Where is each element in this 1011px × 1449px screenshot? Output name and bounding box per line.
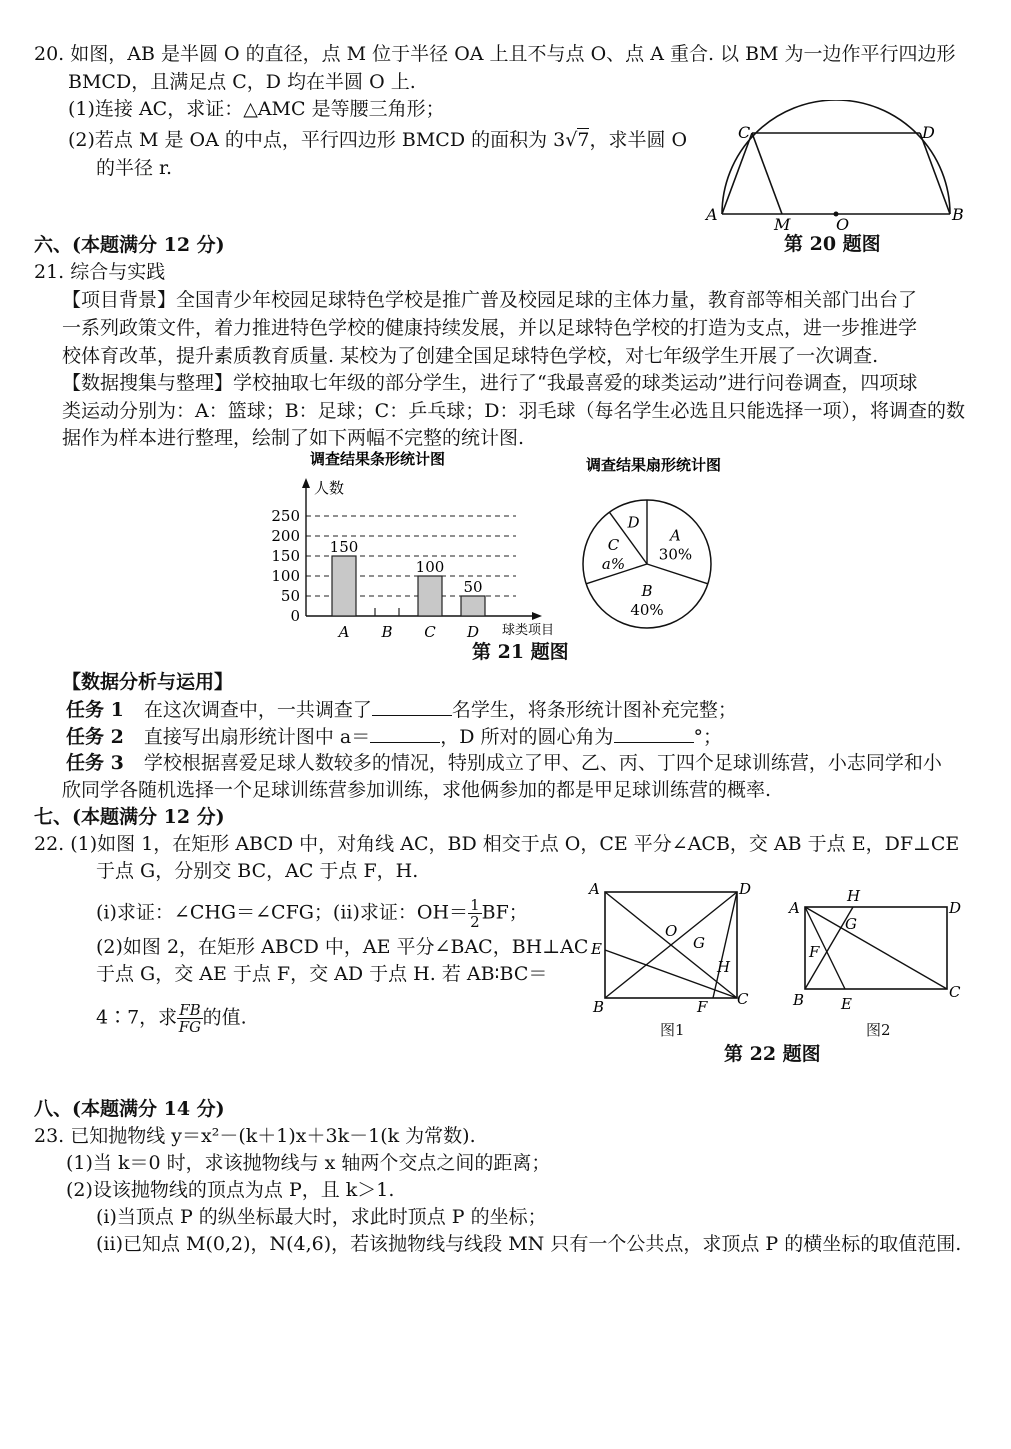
pie-slice-label-C: C: [607, 536, 620, 555]
fig1-label-o: O: [665, 922, 678, 940]
fig20-label-c: C: [738, 123, 751, 142]
pie-chart-title: 调查结果扇形统计图: [586, 456, 722, 474]
q22-part-1-text-b: BF；: [481, 901, 528, 924]
bar-value-label: 100: [415, 558, 445, 576]
pie-slice-value-A: 30%: [658, 545, 693, 564]
pie-chart: [578, 452, 778, 637]
q22-part-2-text-b: 的值.: [202, 1006, 247, 1029]
q23-line-1: 23. 已知抛物线 y＝x²－(k＋1)x＋3k－1(k 为常数).: [34, 1125, 476, 1147]
section-8-heading: 八、(本题满分 14 分): [34, 1098, 225, 1120]
q20-part-2-text-a: (2)若点 M 是 OA 的中点，平行四边形 BMCD 的面积为 3: [68, 129, 566, 151]
q21-background-1: 【项目背景】全国青少年校园足球特色学校是推广普及校园足球的主体力量，教育部等相关部门出台了: [62, 289, 918, 311]
bar-category-label: C: [424, 623, 436, 638]
bar-value-label: 150: [329, 538, 359, 556]
bar-category-label: D: [466, 623, 480, 638]
section-6-heading: 六、(本题满分 12 分): [34, 234, 225, 256]
fraction-one-half: [468, 897, 482, 930]
bar-ytick-label: 200: [271, 527, 300, 545]
sqrt-sign: √: [565, 129, 578, 151]
fraction-1-numerator: 1: [470, 896, 480, 914]
task-2-blank-b[interactable]: [614, 724, 694, 743]
q22-part-1-text-a: (i)求证：∠CHG＝∠CFG；(ii)求证：OH＝: [96, 901, 469, 924]
fig1-label-d: D: [739, 880, 752, 898]
fig20-label-o: O: [836, 215, 850, 230]
fig2-label-a: A: [789, 899, 800, 917]
task-1-text-b: 名学生，将条形统计图补充完整；: [451, 699, 737, 721]
fraction-fb-fg: [177, 1002, 202, 1035]
q21-task-2: [66, 724, 722, 749]
bar-value-label: 50: [463, 578, 483, 596]
q20-figure-caption: 第 20 题图: [784, 233, 881, 255]
fig1-label-f: F: [697, 998, 708, 1016]
q20-part-1: (1)连接 AC，求证：△AMC 是等腰三角形；: [68, 98, 445, 120]
fraction-2-denominator: FG: [178, 1018, 202, 1036]
fig20-label-a: A: [706, 205, 718, 224]
q23-part-1: (1)当 k＝0 时，求该抛物线与 x 轴两个交点之间的距离；: [66, 1152, 551, 1174]
pie-slice-value-C: a%: [601, 555, 626, 574]
fig1-label-g: G: [693, 934, 705, 952]
q22-figure-2: [785, 885, 970, 1015]
task-2-label: 任务 2: [66, 726, 124, 748]
task-2-blank-a[interactable]: [370, 724, 440, 743]
bar-D: [461, 596, 485, 616]
q21-data-3: 据作为样本进行整理，绘制了如下两幅不完整的统计图.: [62, 427, 525, 449]
fig20-label-d: D: [922, 123, 935, 142]
bar-category-label: A: [338, 623, 350, 638]
q22-figure-1-caption: 图1: [660, 1021, 685, 1039]
fig2-label-e: E: [841, 995, 852, 1013]
sqrt-argument: 7: [577, 129, 590, 151]
task-3-label: 任务 3: [66, 752, 124, 774]
bar-A: [332, 556, 356, 616]
bar-ytick-label: 250: [271, 507, 300, 525]
section-7-heading: 七、(本题满分 12 分): [34, 806, 225, 828]
task-2-text-a: 直接写出扇形统计图中 a＝: [143, 726, 371, 748]
q21-background-3: 校体育改革，提升素质教育质量. 某校为了创建全国足球特色学校，对七年级学生开展了一次调查.: [62, 345, 879, 367]
q21-task-3: [66, 751, 942, 775]
q23-part-2-i: (i)当顶点 P 的纵坐标最大时，求此时顶点 P 的坐标；: [96, 1206, 547, 1228]
pie-slice-value-B: 40%: [630, 601, 664, 620]
fig20-label-b: B: [952, 205, 964, 224]
q21-data-2: 类运动分别为：A：篮球；B：足球；C：乒乓球；D：羽毛球（每名学生必选且只能选择一项），将调查的数: [62, 400, 965, 422]
fig2-label-d: D: [949, 899, 962, 917]
q22-part-2-text-a: 4∶7，求: [96, 1006, 178, 1029]
bar-chart: [258, 448, 588, 638]
bar-category-label: B: [381, 623, 393, 638]
bar-chart-title: 调查结果条形统计图: [310, 450, 446, 468]
bar-ytick-label: 150: [271, 547, 300, 565]
q21-task-3-cont: 欣同学各随机选择一个足球训练营参加训练，求他俩参加的都是甲足球训练营的概率.: [62, 779, 772, 801]
fig1-label-a: A: [589, 880, 600, 898]
q23-part-2: (2)设该抛物线的顶点为点 P，且 k＞1.: [66, 1179, 395, 1201]
q22-part-2-line-1: (2)如图 2，在矩形 ABCD 中，AE 平分∠BAC，BH⊥AC: [96, 936, 589, 958]
fig20-label-m: M: [774, 215, 791, 230]
q22-figure-1: [585, 878, 765, 1038]
bar-ytick-label: 100: [271, 567, 300, 585]
fig2-label-f: F: [809, 943, 820, 961]
q22-figure-caption: 第 22 题图: [724, 1043, 821, 1065]
q20-line-2: BMCD，且满足点 C，D 均在半圆 O 上.: [68, 71, 416, 93]
q21-title: 21. 综合与实践: [34, 261, 166, 283]
pie-slice-label-B: B: [641, 582, 653, 601]
fig2-label-h: H: [847, 887, 861, 905]
q21-analysis-heading: 【数据分析与运用】: [62, 671, 234, 693]
task-1-blank[interactable]: [372, 697, 452, 716]
bar-ytick-label: 50: [280, 587, 300, 605]
task-1-label: 任务 1: [66, 699, 124, 721]
fig1-label-c: C: [737, 990, 749, 1008]
q22-part-1: [96, 897, 528, 930]
q21-background-2: 一系列政策文件，着力推进特色学校的健康持续发展，并以足球特色学校的打造为支点，进一步推进学: [62, 317, 918, 339]
bar-chart-xlabel: 球类项目: [502, 623, 555, 638]
q20-figure: [700, 100, 970, 230]
q20-part-2-text-b: ，求半圆 O: [589, 129, 688, 151]
task-3-text-a: 学校根据喜爱足球人数较多的情况，特别成立了甲、乙、丙、丁四个足球训练营，小志同学和小: [143, 752, 942, 774]
pie-slice-label-D: D: [627, 513, 640, 532]
bar-chart-ylabel: 人数: [314, 479, 345, 497]
q23-part-2-ii: (ii)已知点 M(0,2)，N(4,6)，若该抛物线与线段 MN 只有一个公共点，求顶点 P 的横坐标的取值范围.: [96, 1233, 962, 1255]
task-2-text-b: ，D 所对的圆心角为: [440, 726, 614, 748]
q20-part-2-cont: 的半径 r.: [96, 157, 173, 179]
q20-part-2: [68, 128, 687, 152]
q20-line-1: 20. 如图，AB 是半圆 O 的直径，点 M 位于半径 OA 上且不与点 O、点 A 重合. 以 BM 为一边作平行四边形: [34, 43, 956, 65]
fig2-label-b: B: [793, 991, 805, 1009]
fig1-label-e: E: [591, 940, 602, 958]
q21-task-1: [66, 697, 737, 722]
q21-data-1: 【数据搜集与整理】学校抽取七年级的部分学生，进行了“我最喜爱的球类运动”进行问卷调查，四项球: [62, 372, 918, 394]
fraction-1-denominator: 2: [470, 913, 480, 931]
q22-figure-2-caption: 图2: [866, 1021, 891, 1039]
pie-slice-label-A: A: [670, 526, 681, 545]
q22-line-2: 于点 G，分别交 BC，AC 于点 F，H.: [96, 860, 419, 882]
fig2-label-g: G: [845, 915, 857, 933]
fig2-label-c: C: [949, 983, 961, 1001]
fig1-label-h: H: [717, 958, 731, 976]
q22-part-2-line-3: [96, 1002, 247, 1035]
q22-line-1: 22. (1)如图 1，在矩形 ABCD 中，对角线 AC，BD 相交于点 O，CE 平分∠ACB，交 AB 于点 E，DF⊥CE: [34, 833, 960, 855]
task-1-text-a: 在这次调查中，一共调查了: [143, 699, 372, 721]
q22-part-2-line-2: 于点 G，交 AE 于点 F，交 AD 于点 H. 若 AB∶BC＝: [96, 963, 548, 985]
fig1-label-b: B: [593, 998, 605, 1016]
fraction-2-numerator: FB: [179, 1001, 201, 1019]
task-2-text-c: °；: [693, 726, 723, 748]
bar-ytick-label: 0: [290, 607, 300, 625]
bar-C: [418, 576, 442, 616]
q21-figure-caption: 第 21 题图: [472, 641, 569, 663]
